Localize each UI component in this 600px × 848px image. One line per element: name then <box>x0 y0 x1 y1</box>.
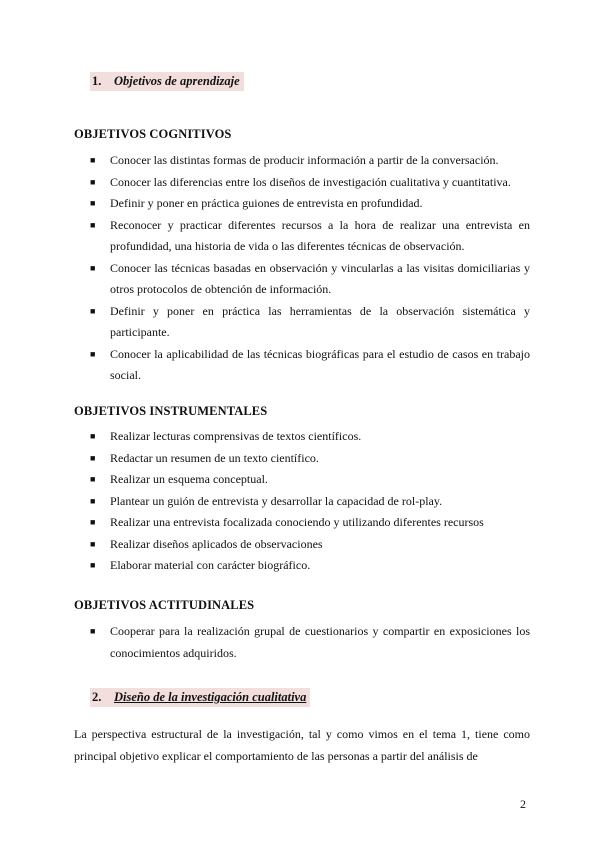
square-bullet-icon: ■ <box>90 348 96 359</box>
list-item <box>90 301 530 344</box>
list-item-text: Conocer la aplicabilidad de las técnicas biográficas para el estudio de casos en trabajo social. <box>110 346 530 382</box>
section-1-heading <box>90 72 244 91</box>
list-item <box>90 426 530 448</box>
list-item-text: Plantear un guión de entrevista y desarrollar la capacidad de rol-play. <box>110 493 443 508</box>
square-bullet-icon: ■ <box>90 452 96 463</box>
body-paragraph: La perspectiva estructural de la investigación, tal y como vimos en el tema 1, tiene como principal objetivo explicar el comportamiento de las personas a partir del análisis de <box>74 727 530 763</box>
section-2-heading <box>90 688 310 707</box>
list-item <box>90 469 530 491</box>
list-item <box>90 512 530 534</box>
instrumentales-heading: OBJETIVOS INSTRUMENTALES <box>74 404 268 418</box>
list-item-text: Conocer las diferencias entre los diseños de investigación cualitativa y cuantitativa. <box>110 174 511 189</box>
list-item-text: Definir y poner en práctica guiones de entrevista en profundidad. <box>110 196 423 210</box>
list-item-text: Realizar un esquema conceptual. <box>110 472 268 486</box>
list-item <box>90 621 530 664</box>
square-bullet-icon: ■ <box>90 517 96 527</box>
actitudinales-list <box>90 621 530 664</box>
section-1-title: Objetivos de aprendizaje <box>114 74 240 88</box>
list-item-text: Definir y poner en práctica las herramientas de la observación sistemática y participante. <box>110 303 530 339</box>
list-item-text: Realizar diseños aplicados de observaciones <box>110 536 323 551</box>
square-bullet-icon: ■ <box>90 262 96 273</box>
section-2-number: 2. <box>92 690 102 704</box>
list-item-text: Realizar una entrevista focalizada conociendo y utilizando diferentes recursos <box>110 515 484 529</box>
cognitivos-list <box>90 150 530 387</box>
square-bullet-icon: ■ <box>90 431 96 441</box>
square-bullet-icon: ■ <box>90 176 96 187</box>
square-bullet-icon: ■ <box>90 474 96 484</box>
list-item-text: Reconocer y practicar diferentes recursos a la hora de realizar una entrevista en profundidad, una historia de vida o las diferentes técnicas de observación. <box>110 217 530 253</box>
list-item <box>90 215 530 258</box>
list-item <box>90 193 530 215</box>
list-item <box>90 448 530 470</box>
square-bullet-icon: ■ <box>90 305 96 316</box>
square-bullet-icon: ■ <box>90 495 96 506</box>
square-bullet-icon: ■ <box>90 219 96 230</box>
section-1-number: 1. <box>92 74 102 88</box>
square-bullet-icon: ■ <box>90 560 96 570</box>
list-item-text: Redactar un resumen de un texto científico. <box>110 450 319 465</box>
section-2-title: Diseño de la investigación cualitativa <box>114 690 307 704</box>
list-item <box>90 172 530 194</box>
actitudinales-heading: OBJETIVOS ACTITUDINALES <box>74 598 255 612</box>
square-bullet-icon: ■ <box>90 626 96 636</box>
list-item <box>90 150 530 172</box>
list-item-text: Elaborar material con carácter biográfico. <box>110 558 311 572</box>
list-item-text: Cooperar para la realización grupal de cuestionarios y compartir en exposiciones los conocimientos adquiridos. <box>110 624 530 660</box>
list-item <box>90 534 530 556</box>
list-item-text: Conocer las técnicas basadas en observación y vincularlas a las visitas domiciliarias y otros protocolos de obtención de información. <box>110 260 530 296</box>
list-item-text: Realizar lecturas comprensivas de textos científicos. <box>110 429 362 443</box>
list-item-text: Conocer las distintas formas de producir información a partir de la conversación. <box>110 153 499 167</box>
page-number: 2 <box>520 797 526 811</box>
list-item <box>90 555 530 577</box>
square-bullet-icon: ■ <box>90 538 96 549</box>
square-bullet-icon: ■ <box>90 155 96 165</box>
cognitivos-heading: OBJETIVOS COGNITIVOS <box>74 127 232 141</box>
list-item <box>90 258 530 301</box>
instrumentales-list <box>90 426 530 577</box>
list-item <box>90 344 530 387</box>
square-bullet-icon: ■ <box>90 198 96 208</box>
list-item <box>90 491 530 513</box>
